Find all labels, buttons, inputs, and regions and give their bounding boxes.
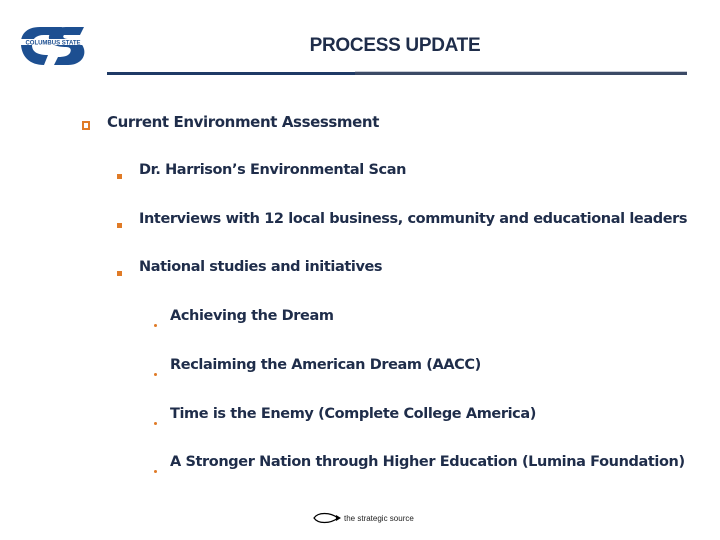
header-rule-light — [355, 71, 687, 75]
level2-item: National studies and initiatives — [139, 259, 383, 275]
square-bullet-icon — [117, 166, 122, 184]
dot-bullet-icon — [154, 412, 157, 430]
square-bullet-icon — [117, 215, 122, 233]
dot-bullet-icon — [154, 314, 157, 332]
level2-item: Interviews with 12 local business, community and educational leaders — [139, 211, 688, 227]
level3-item: Achieving the Dream — [170, 308, 334, 324]
level3-item: A Stronger Nation through Higher Education (Lumina Foundation) — [170, 454, 685, 470]
checkbox-bullet-icon — [82, 117, 90, 135]
page-title: PROCESS UPDATE — [309, 35, 481, 56]
level3-item: Time is the Enemy (Complete College America) — [170, 406, 536, 422]
svg-text:COLUMBUS STATE: COLUMBUS STATE — [25, 40, 81, 47]
level2-item: Dr. Harrison’s Environmental Scan — [139, 162, 407, 178]
footer-text: the strategic source — [344, 513, 414, 523]
dot-bullet-icon — [154, 460, 157, 478]
level3-item: Reclaiming the American Dream (AACC) — [170, 357, 481, 373]
level1-item: Current Environment Assessment — [107, 113, 379, 131]
fish-icon — [312, 510, 342, 526]
dot-bullet-icon — [154, 363, 157, 381]
header-rule-dark — [107, 72, 395, 75]
footer-logo — [312, 510, 414, 526]
square-bullet-icon — [117, 263, 122, 281]
